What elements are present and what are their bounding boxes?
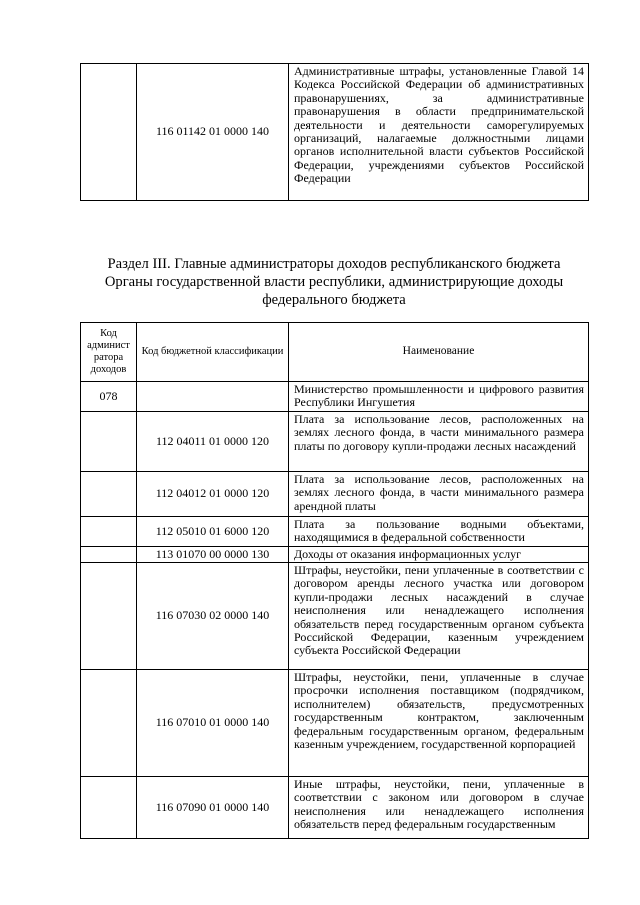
budget-code-cell: 112 04012 01 0000 120 xyxy=(137,472,289,517)
admin-code-cell xyxy=(81,64,137,201)
revenue-name-cell: Плата за пользование водными объектами, находящимися в федеральной собственности xyxy=(289,517,589,547)
revenue-name-cell: Плата за использование лесов, расположенных на землях лесного фонда, в части минимального размера платы по договору купли-продажи лесных насаждений xyxy=(289,412,589,472)
admin-code-cell xyxy=(81,517,137,547)
revenue-name-cell: Министерство промышленности и цифрового развития Республики Ингушетия xyxy=(289,382,589,412)
admin-code-cell xyxy=(81,472,137,517)
table-row xyxy=(81,412,589,472)
budget-code-cell: 112 05010 01 6000 120 xyxy=(137,517,289,547)
table-header-row xyxy=(81,323,589,382)
header-admin-code: Код админист ратора доходов xyxy=(81,323,137,382)
admin-code-cell xyxy=(81,777,137,839)
table-row xyxy=(81,547,589,563)
revenue-name-cell: Иные штрафы, неустойки, пени, уплаченные в соответствии с законом или договором в случае неисполнения или ненадлежащего исполнения обязательств перед федеральным государственным xyxy=(289,777,589,839)
table-row xyxy=(81,382,589,412)
admin-code-cell xyxy=(81,670,137,777)
revenue-name-cell: Административные штрафы, установленные Главой 14 Кодекса Российской Федерации об административных правонарушениях, за административные правонарушения в области предпринимательской деятельности и деятельности саморегулируемых организаций, налагаемые должностными лицами органов исполнительной власти субъектов Российской Федерации, учреждениями субъектов Российской Федерации xyxy=(289,64,589,201)
budget-code-cell xyxy=(137,382,289,412)
table-row xyxy=(81,64,589,201)
admin-code-cell xyxy=(81,563,137,670)
section-subtitle-cont: федерального бюджета xyxy=(262,292,406,308)
budget-code-cell: 113 01070 00 0000 130 xyxy=(137,547,289,563)
revenue-name-cell: Плата за использование лесов, расположенных на землях лесного фонда, в части минимального размера арендной платы xyxy=(289,472,589,517)
table-row xyxy=(81,517,589,547)
admin-code-cell: 078 xyxy=(81,382,137,412)
revenue-name-cell: Доходы от оказания информационных услуг xyxy=(289,547,589,563)
section-title: Раздел III. Главные администраторы доходов республиканского бюджета xyxy=(107,256,561,272)
section-heading xyxy=(80,255,588,309)
section-subtitle: Органы государственной власти республики, администрирующие доходы xyxy=(104,274,564,290)
revenue-administrators-table xyxy=(80,322,589,839)
budget-code-cell: 116 07030 02 0000 140 xyxy=(137,563,289,670)
budget-code-cell: 116 07090 01 0000 140 xyxy=(137,777,289,839)
table-row xyxy=(81,563,589,670)
admin-code-cell xyxy=(81,412,137,472)
revenue-name-cell: Штрафы, неустойки, пени, уплаченные в случае просрочки исполнения поставщиком (подрядчиком, исполнителем) обязательств, предусмотренных государственным контрактом, заключенным федеральным государственным органом, федеральным казенным учреждением, государственной корпорацией xyxy=(289,670,589,777)
budget-code-cell: 116 01142 01 0000 140 xyxy=(137,64,289,201)
table-row xyxy=(81,777,589,839)
continued-revenue-table xyxy=(80,63,589,201)
table-row xyxy=(81,472,589,517)
table-row xyxy=(81,670,589,777)
admin-code-cell xyxy=(81,547,137,563)
budget-code-cell: 112 04011 01 0000 120 xyxy=(137,412,289,472)
budget-code-cell: 116 07010 01 0000 140 xyxy=(137,670,289,777)
header-name: Наименование xyxy=(289,323,589,382)
revenue-name-cell: Штрафы, неустойки, пени уплаченные в соответствии с договором аренды лесного участка или договором купли-продажи лесных насаждений в случае неисполнения или ненадлежащего исполнения обязательств перед государственным органом субъекта Российской Федерации, казенным учреждением субъекта Российской Федерации xyxy=(289,563,589,670)
header-budget-code: Код бюджетной классификации xyxy=(137,323,289,382)
